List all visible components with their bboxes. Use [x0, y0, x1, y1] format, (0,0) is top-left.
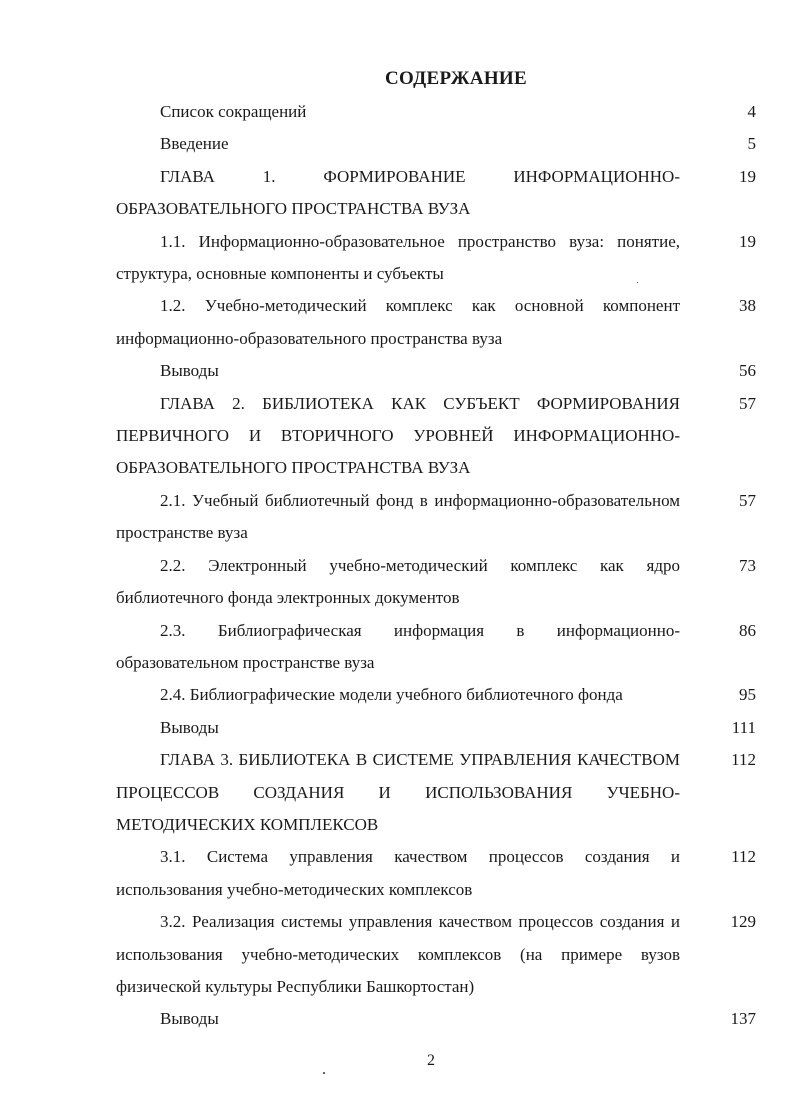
toc-entry-page: 57 [739, 393, 756, 413]
toc-entry-chapter[interactable] [116, 744, 756, 841]
toc-entry-page: 19 [739, 231, 756, 251]
toc-entry[interactable] [116, 906, 756, 1003]
toc-entry[interactable] [116, 550, 756, 615]
scan-speck [637, 282, 638, 283]
toc-entry-page: 19 [739, 166, 756, 186]
toc-entry-text: 3.2. Реализация системы управления качеством процессов создания и использования учебно-методических комплексов (на примере вузов физической культуры Республики Башкортостан) [116, 912, 680, 996]
toc-entry-text: ГЛАВА 1. ФОРМИРОВАНИЕ ИНФОРМАЦИОННО-ОБРАЗОВАТЕЛЬНОГО ПРОСТРАНСТВА ВУЗА [116, 166, 680, 219]
toc-entry-page: 112 [731, 847, 756, 867]
toc-entry-text: Выводы [160, 717, 219, 737]
toc-entry[interactable] [116, 96, 756, 128]
toc-entry[interactable] [116, 679, 756, 711]
toc-entry-page: 95 [739, 685, 756, 705]
toc-entry-page: 86 [739, 620, 756, 640]
toc-entry-text: Выводы [160, 361, 219, 381]
toc-entry-text: 2.3. Библиографическая информация в информационно-образовательном пространстве вуза [116, 620, 680, 672]
page-number: 2 [427, 1052, 435, 1069]
toc-entry-text: 3.1. Система управления качеством процессов создания и использования учебно-методических комплексов [116, 847, 680, 899]
toc-entry-text: ГЛАВА 3. БИБЛИОТЕКА В СИСТЕМЕ УПРАВЛЕНИЯ КАЧЕСТВОМ ПРОЦЕССОВ СОЗДАНИЯ И ИСПОЛЬЗОВАНИЯ УЧЕБНО-МЕТОДИЧЕСКИХ КОМПЛЕКСОВ [116, 750, 680, 834]
toc-entry-text: 2.4. Библиографические модели учебного библиотечного фонда [160, 685, 623, 705]
toc-entry[interactable] [116, 128, 756, 160]
toc-entry-chapter[interactable] [116, 388, 756, 485]
toc-entry-text: 2.2. Электронный учебно-методический комплекс как ядро библиотечного фонда электронных документов [116, 555, 680, 608]
toc-entry-page: 73 [739, 555, 756, 575]
page-title: СОДЕРЖАНИЕ [385, 68, 527, 89]
table-of-contents [116, 96, 756, 1036]
toc-entry-page: 111 [731, 717, 756, 737]
toc-entry[interactable] [116, 355, 756, 387]
toc-entry-text: 1.1. Информационно-образовательное пространство вуза: понятие, структура, основные компоненты и субъекты [116, 231, 680, 284]
toc-entry-page: 38 [739, 296, 756, 316]
toc-entry-page: 137 [730, 1009, 756, 1029]
toc-entry-page: 112 [731, 750, 756, 770]
toc-entry[interactable] [116, 615, 756, 680]
toc-entry[interactable] [116, 290, 756, 355]
toc-entry[interactable] [116, 712, 756, 744]
toc-entry-page: 57 [739, 490, 756, 510]
toc-entry[interactable] [116, 841, 756, 906]
toc-entry-chapter[interactable] [116, 161, 756, 226]
toc-entry-page: 4 [747, 102, 756, 121]
toc-entry-page: 56 [739, 361, 756, 381]
toc-entry-text: Выводы [160, 1009, 219, 1029]
toc-entry[interactable] [116, 485, 756, 550]
toc-entry-text: ГЛАВА 2. БИБЛИОТЕКА КАК СУБЪЕКТ ФОРМИРОВАНИЯ ПЕРВИЧНОГО И ВТОРИЧНОГО УРОВНЕЙ ИНФОРМАЦИОННО-ОБРАЗОВАТЕЛЬНОГО ПРОСТРАНСТВА ВУЗА [116, 393, 680, 478]
toc-entry-text: 2.1. Учебный библиотечный фонд в информационно-образовательном пространстве вуза [116, 490, 680, 543]
toc-entry-page: 129 [730, 912, 756, 932]
toc-entry-text: Введение [160, 134, 229, 154]
toc-entry[interactable] [116, 1003, 756, 1035]
scan-speck [323, 1072, 325, 1074]
toc-entry[interactable] [116, 226, 756, 291]
toc-entry-text: 1.2. Учебно-методический комплекс как основной компонент информационно-образовательного пространства вуза [116, 296, 680, 348]
toc-entry-page: 5 [747, 134, 756, 154]
toc-entry-text: Список сокращений [160, 102, 307, 121]
